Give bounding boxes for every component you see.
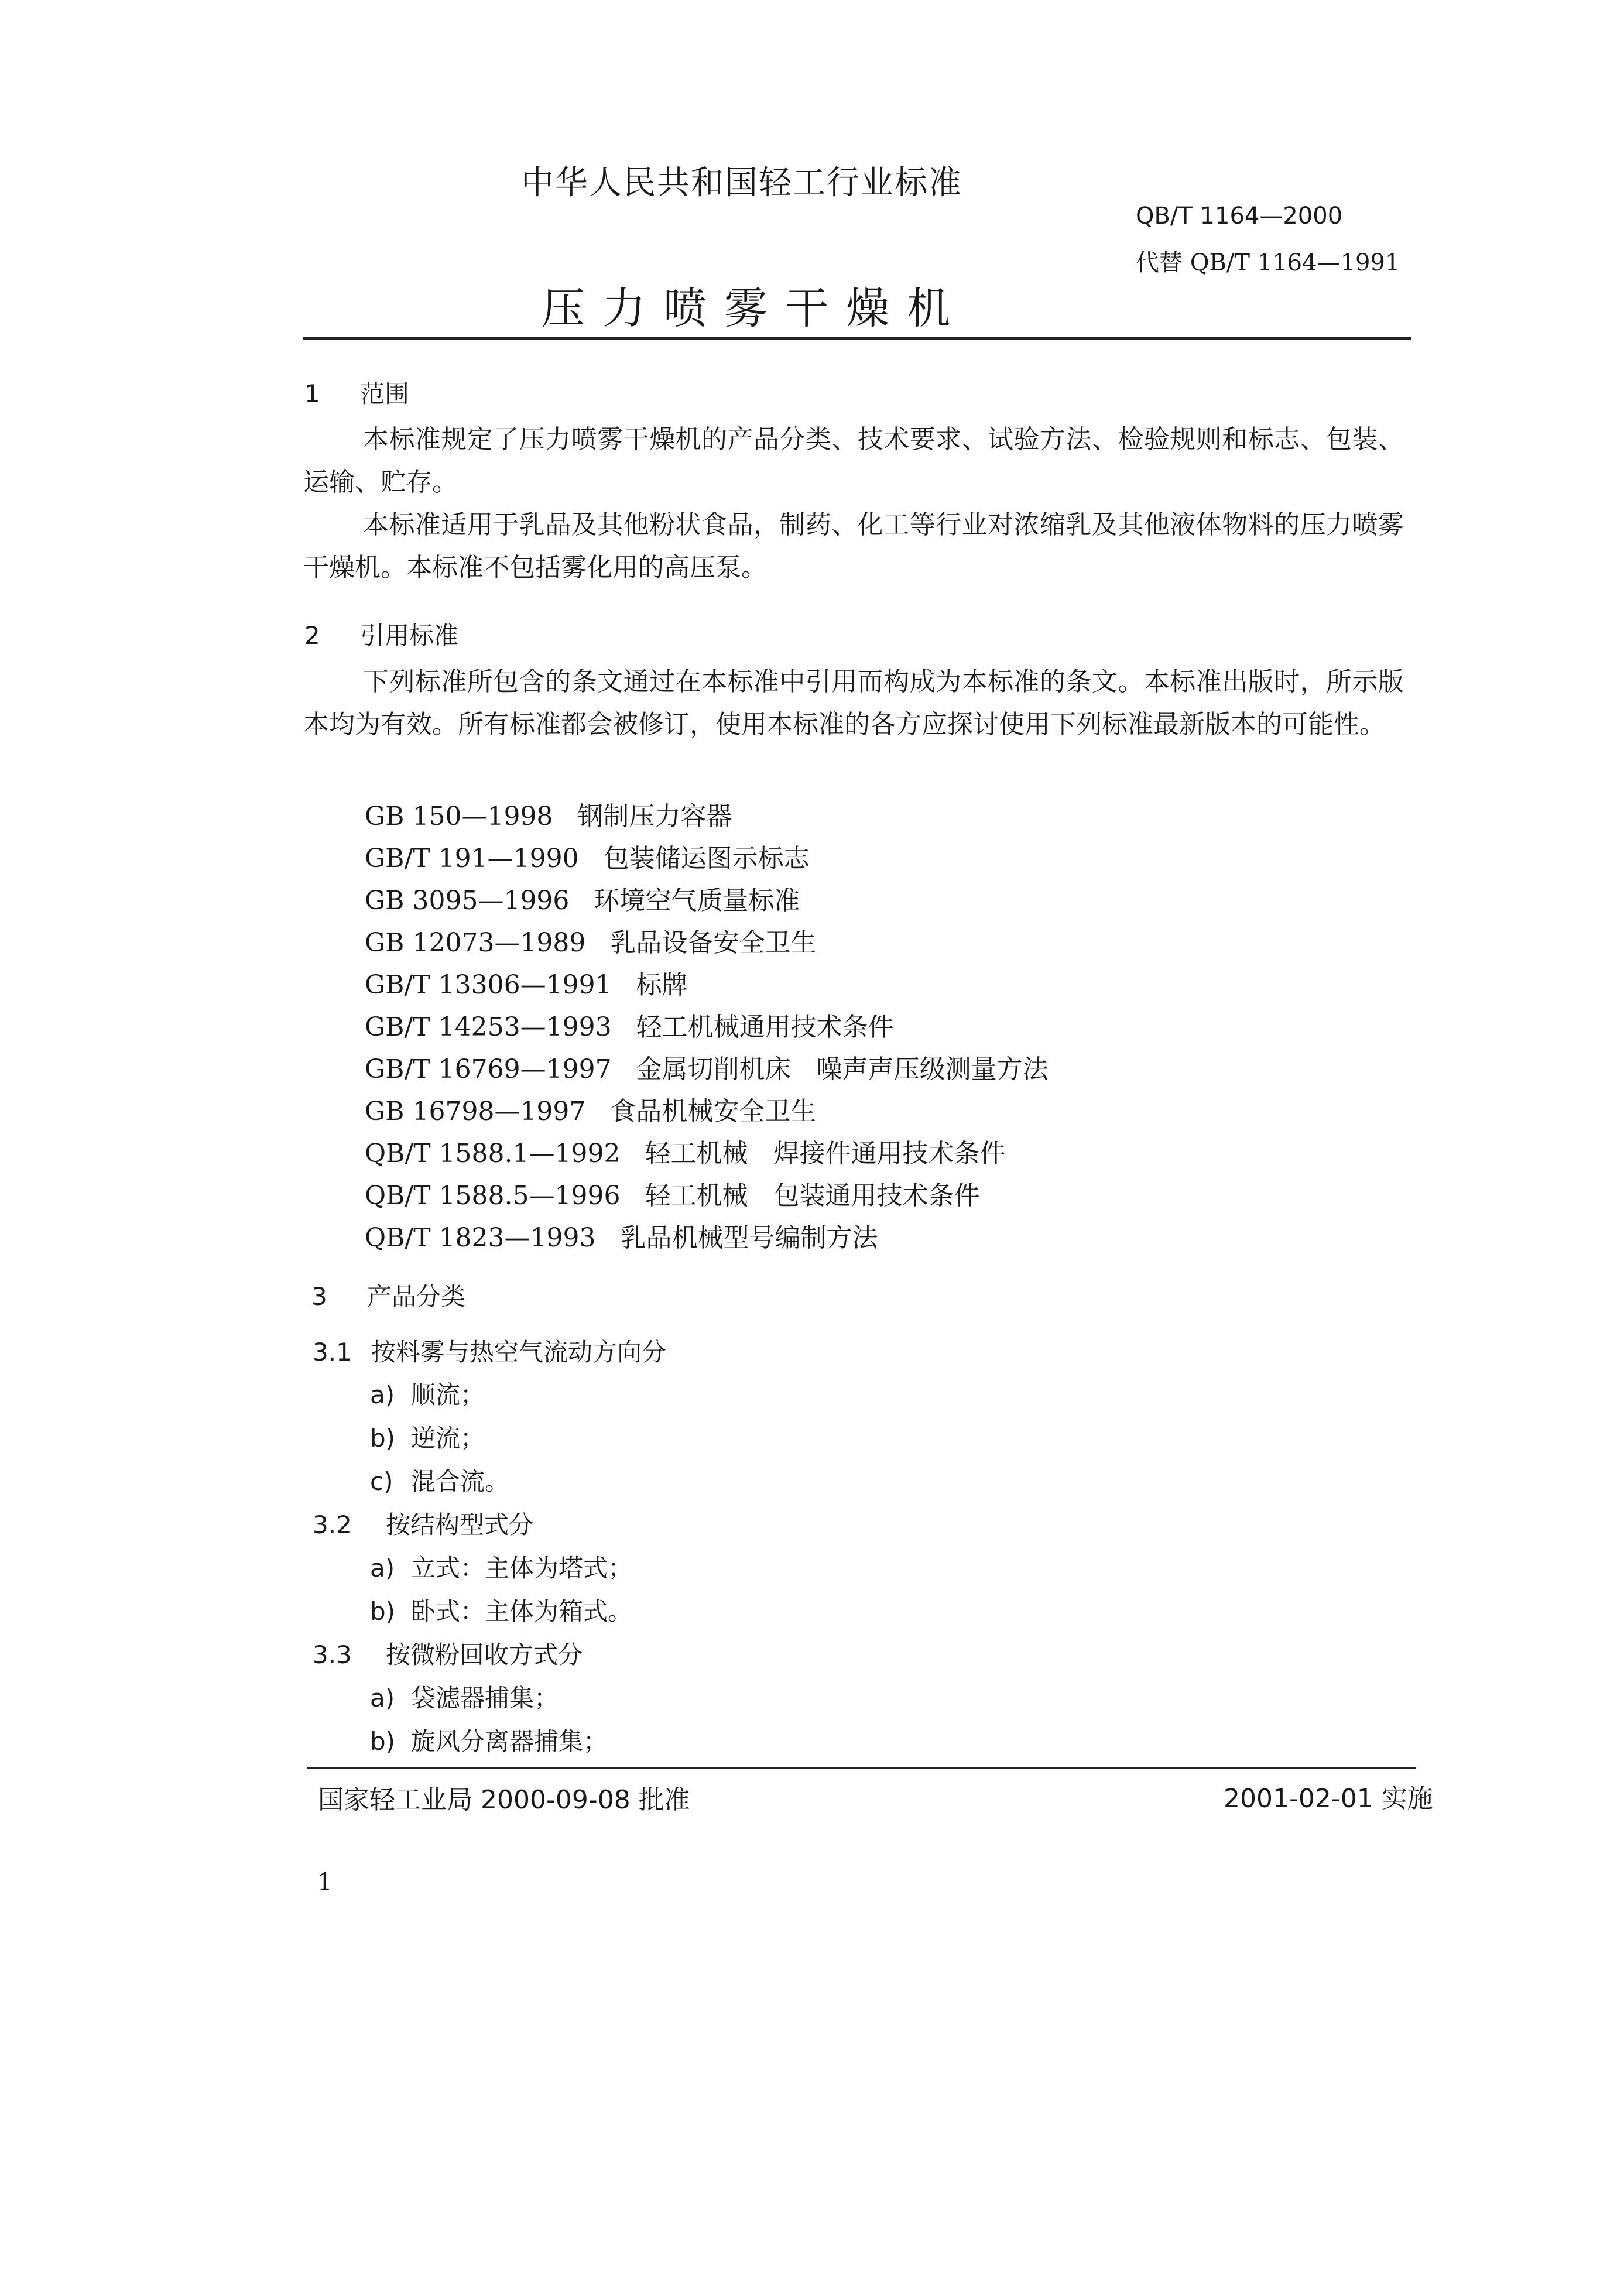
reference-item [365, 921, 816, 959]
reference-item [365, 1132, 1006, 1170]
section-title: 引用标准 [360, 621, 459, 650]
list-item [370, 1549, 632, 1584]
section-3-heading [311, 1277, 465, 1313]
reference-title: 轻工机械 焊接件通用技术条件 [645, 1139, 1006, 1169]
list-item [370, 1722, 608, 1757]
reference-code: GB/T 14253—1993 [365, 1012, 612, 1042]
list-marker: b) [370, 1597, 396, 1626]
section-1-paragraph-1: 本标准规定了压力喷雾干燥机的产品分类、技术要求、试验方法、检验规则和标志、包装、运输、贮存。 [303, 424, 1404, 497]
reference-title: 钢制压力容器 [577, 801, 732, 831]
section-number: 2 [304, 621, 320, 650]
list-marker: c) [370, 1467, 393, 1496]
reference-code: QB/T 1588.1—1992 [365, 1139, 621, 1169]
subsection-title: 按结构型式分 [386, 1510, 534, 1539]
list-text: 混合流。 [411, 1467, 510, 1496]
section-2-intro: 下列标准所包含的条文通过在本标准中引用而构成为本标准的条文。本标准出版时，所示版本均为有效。所有标准都会被修订，使用本标准的各方应探讨使用下列标准最新版本的可能性。 [303, 667, 1404, 739]
reference-code: QB/T 1823—1993 [365, 1223, 596, 1253]
list-marker: a) [370, 1554, 395, 1582]
reference-code: GB 16798—1997 [365, 1097, 586, 1126]
reference-item [365, 795, 732, 832]
subsection-title: 按料雾与热空气流动方向分 [371, 1338, 667, 1366]
section-title: 范围 [360, 379, 410, 408]
list-item [370, 1592, 632, 1627]
section-number: 3 [311, 1282, 327, 1311]
reference-item [365, 879, 800, 917]
reference-item [365, 1090, 816, 1128]
reference-item [365, 1174, 980, 1212]
list-text: 袋滤器捕集； [411, 1684, 559, 1712]
document-title: 压力喷雾干燥机 [542, 283, 968, 334]
reference-code: GB 3095—1996 [365, 886, 570, 916]
reference-title: 乳品机械型号编制方法 [620, 1223, 878, 1253]
section-number: 1 [304, 379, 320, 408]
list-item [370, 1462, 509, 1498]
list-text: 卧式：主体为箱式。 [411, 1597, 633, 1626]
reference-code: GB/T 191—1990 [365, 844, 579, 873]
reference-item [365, 1217, 878, 1254]
reference-code: GB 12073—1989 [365, 928, 586, 958]
list-text: 立式：主体为塔式； [411, 1554, 633, 1582]
list-item [370, 1419, 485, 1454]
subsection-3-1-heading [313, 1333, 666, 1368]
implementation-date: 2001-02-01 实施 [1224, 1784, 1433, 1814]
standard-code: QB/T 1164—2000 [1136, 203, 1343, 229]
reference-code: QB/T 1588.5—1996 [365, 1181, 621, 1211]
reference-title: 环境空气质量标准 [594, 886, 800, 916]
reference-item [365, 1006, 894, 1043]
reference-title: 金属切削机床 噪声声压级测量方法 [636, 1054, 1049, 1084]
approval-note: 国家轻工业局 2000-09-08 批准 [318, 1785, 690, 1815]
reference-title: 轻工机械通用技术条件 [636, 1012, 894, 1042]
reference-item [365, 1048, 1049, 1085]
reference-title: 标牌 [636, 970, 688, 1000]
replaces-standard: 代替 QB/T 1164—1991 [1136, 249, 1400, 276]
subsection-number: 3.2 [313, 1510, 352, 1539]
list-marker: a) [370, 1380, 395, 1409]
reference-title: 食品机械安全卫生 [610, 1097, 817, 1126]
list-text: 逆流； [411, 1424, 485, 1452]
standard-category-title: 中华人民共和国轻工行业标准 [521, 164, 962, 202]
reference-item [365, 964, 688, 1001]
section-1-heading [304, 375, 409, 410]
subsection-3-3-heading [313, 1636, 583, 1671]
reference-title: 包装储运图示标志 [603, 844, 810, 873]
section-title: 产品分类 [367, 1282, 466, 1311]
subsection-title: 按微粉回收方式分 [386, 1640, 583, 1669]
list-text: 旋风分离器捕集； [411, 1727, 608, 1756]
list-item [370, 1679, 559, 1714]
header-rule [303, 337, 1411, 340]
list-text: 顺流； [411, 1380, 485, 1409]
list-item [370, 1376, 485, 1411]
reference-code: GB/T 13306—1991 [365, 970, 612, 1000]
reference-item [365, 837, 810, 875]
list-marker: a) [370, 1684, 395, 1712]
subsection-number: 3.3 [313, 1640, 352, 1669]
reference-code: GB/T 16769—1997 [365, 1054, 612, 1084]
section-1-paragraph-2: 本标准适用于乳品及其他粉状食品，制药、化工等行业对浓缩乳及其他液体物料的压力喷雾干燥机。本标准不包括雾化用的高压泵。 [303, 510, 1404, 583]
subsection-number: 3.1 [313, 1338, 352, 1366]
page-number: 1 [317, 1869, 333, 1896]
subsection-3-2-heading [313, 1506, 533, 1541]
list-marker: b) [370, 1727, 396, 1756]
section-2-heading [304, 616, 458, 652]
reference-title: 乳品设备安全卫生 [610, 928, 817, 958]
reference-title: 轻工机械 包装通用技术条件 [645, 1181, 980, 1211]
reference-code: GB 150—1998 [365, 801, 553, 831]
list-marker: b) [370, 1424, 396, 1452]
footer-rule [307, 1767, 1416, 1769]
